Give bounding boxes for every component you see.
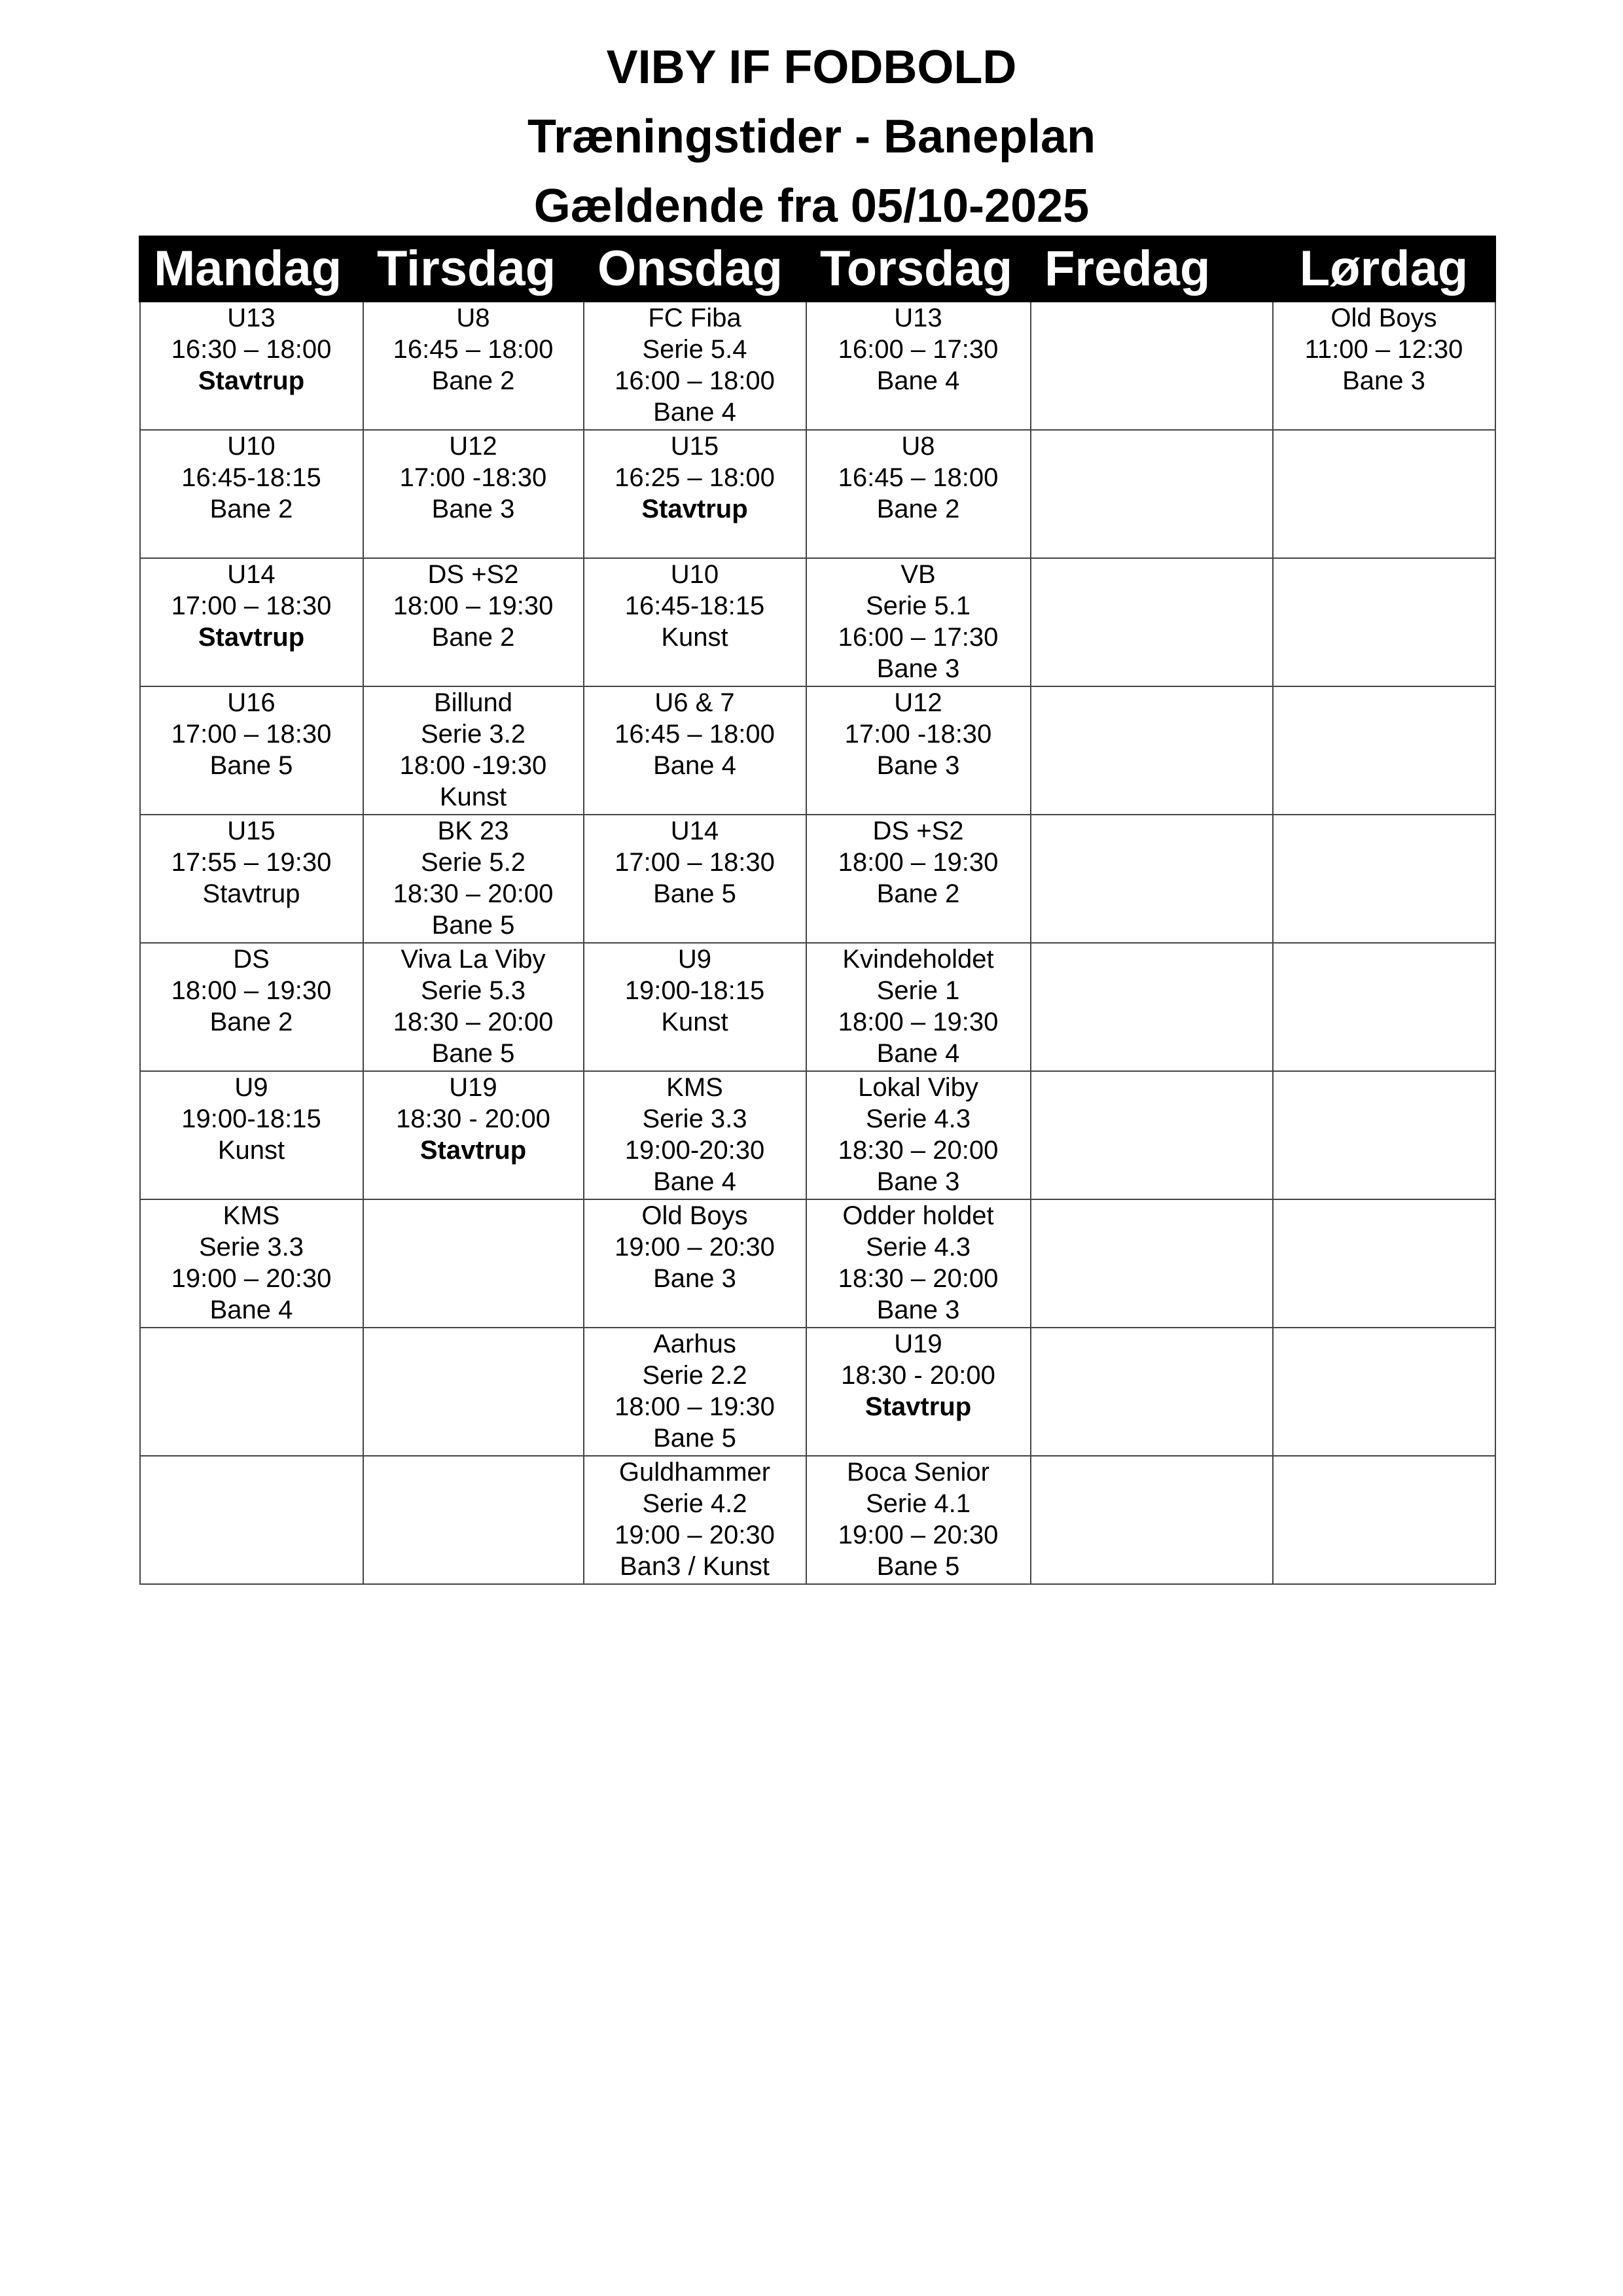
schedule-cell bbox=[363, 302, 584, 431]
schedule-line: 18:30 - 20:00 bbox=[396, 1104, 550, 1133]
team-name: U14 bbox=[227, 560, 276, 589]
schedule-line: Kunst bbox=[661, 623, 728, 652]
schedule-cell bbox=[140, 558, 363, 686]
schedule-cell bbox=[1273, 1071, 1495, 1199]
schedule-cell bbox=[1273, 1456, 1495, 1584]
schedule-line: Serie 4.1 bbox=[865, 1489, 971, 1518]
table-row bbox=[140, 302, 1495, 431]
schedule-line: 16:00 – 17:30 bbox=[838, 335, 999, 364]
schedule-line: Serie 4.3 bbox=[865, 1233, 971, 1262]
team-name: U12 bbox=[894, 688, 942, 717]
schedule-line: Bane 4 bbox=[876, 366, 960, 395]
schedule-line: Serie 3.2 bbox=[420, 720, 526, 749]
schedule-line: Bane 4 bbox=[876, 1039, 960, 1068]
schedule-line: Bane 3 bbox=[876, 751, 960, 780]
schedule-cell bbox=[363, 815, 584, 943]
schedule-cell bbox=[363, 558, 584, 686]
schedule-line: Serie 5.1 bbox=[865, 592, 971, 620]
team-name: Old Boys bbox=[1330, 304, 1437, 332]
schedule-line: 18:00 – 19:30 bbox=[838, 1008, 999, 1036]
day-header-tirsdag: Tirsdag bbox=[363, 237, 584, 302]
schedule-cell bbox=[140, 1071, 363, 1199]
team-name: Billund bbox=[433, 688, 513, 717]
schedule-cell bbox=[1031, 1456, 1273, 1584]
schedule-line: Bane 2 bbox=[876, 879, 960, 908]
schedule-line: Kunst bbox=[661, 1008, 728, 1036]
team-name: DS bbox=[233, 945, 270, 974]
schedule-line: Stavtrup bbox=[641, 495, 748, 523]
schedule-cell bbox=[584, 1071, 806, 1199]
schedule-line: Stavtrup bbox=[202, 879, 300, 908]
schedule-line: Bane 5 bbox=[431, 911, 515, 940]
schedule-line: Bane 5 bbox=[876, 1552, 960, 1581]
schedule-cell bbox=[140, 1456, 363, 1584]
schedule-line: Stavtrup bbox=[865, 1392, 972, 1421]
table-row bbox=[140, 430, 1495, 558]
schedule-cell bbox=[1273, 686, 1495, 815]
team-name: U8 bbox=[901, 432, 935, 461]
team-name: U12 bbox=[449, 432, 497, 461]
schedule-line: Bane 4 bbox=[653, 1167, 736, 1196]
schedule-line: Bane 2 bbox=[431, 366, 515, 395]
schedule-cell bbox=[584, 686, 806, 815]
schedule-cell bbox=[140, 1328, 363, 1456]
schedule-line: Bane 3 bbox=[431, 495, 515, 523]
schedule-line: 17:00 -18:30 bbox=[844, 720, 992, 749]
schedule-line: 19:00-18:15 bbox=[624, 976, 765, 1005]
schedule-line: 18:00 – 19:30 bbox=[615, 1392, 775, 1421]
schedule-cell bbox=[1273, 1328, 1495, 1456]
schedule-line: 16:00 – 17:30 bbox=[838, 623, 999, 652]
schedule-line: 16:45 – 18:00 bbox=[615, 720, 775, 749]
schedule-cell bbox=[1273, 1199, 1495, 1328]
schedule-cell bbox=[806, 430, 1031, 558]
schedule-cell bbox=[1031, 302, 1273, 431]
schedule-line: Bane 3 bbox=[1342, 366, 1425, 395]
team-name: Odder holdet bbox=[842, 1201, 994, 1230]
team-name: DS +S2 bbox=[427, 560, 519, 589]
schedule-line: Bane 3 bbox=[653, 1264, 736, 1293]
schedule-line: Kunst bbox=[439, 783, 507, 811]
team-name: U13 bbox=[894, 304, 942, 332]
schedule-line: 16:45 – 18:00 bbox=[393, 335, 554, 364]
day-header-lordag: Lørdag bbox=[1273, 237, 1495, 302]
schedule-line: Serie 1 bbox=[876, 976, 960, 1005]
schedule-cell bbox=[140, 943, 363, 1071]
schedule-line: 16:00 – 18:00 bbox=[615, 366, 775, 395]
schedule-line: Bane 4 bbox=[653, 398, 736, 427]
schedule-line: 19:00 – 20:30 bbox=[615, 1233, 775, 1262]
schedule-line: Stavtrup bbox=[419, 1136, 527, 1165]
table-row bbox=[140, 1328, 1495, 1456]
table-row bbox=[140, 1456, 1495, 1584]
schedule-cell bbox=[363, 1071, 584, 1199]
schedule-cell bbox=[140, 302, 363, 431]
team-name: U14 bbox=[670, 817, 719, 845]
schedule-line: Serie 3.3 bbox=[642, 1104, 747, 1133]
team-name: DS +S2 bbox=[872, 817, 964, 845]
table-row bbox=[140, 943, 1495, 1071]
schedule-cell bbox=[584, 302, 806, 431]
schedule-body bbox=[140, 302, 1495, 1585]
schedule-line: Bane 3 bbox=[876, 1296, 960, 1324]
team-name: U19 bbox=[894, 1330, 942, 1358]
schedule-line: Bane 2 bbox=[431, 623, 515, 652]
team-name: U13 bbox=[227, 304, 276, 332]
day-header-mandag: Mandag bbox=[140, 237, 363, 302]
schedule-line: 16:45-18:15 bbox=[181, 463, 321, 492]
schedule-line: Bane 2 bbox=[209, 495, 293, 523]
schedule-cell bbox=[363, 430, 584, 558]
schedule-line: 16:30 – 18:00 bbox=[171, 335, 332, 364]
schedule-cell bbox=[140, 430, 363, 558]
schedule-line: Bane 3 bbox=[876, 1167, 960, 1196]
schedule-cell bbox=[584, 1456, 806, 1584]
schedule-cell bbox=[806, 1199, 1031, 1328]
schedule-cell bbox=[1273, 302, 1495, 431]
document-subtitle: Træningstider - Baneplan bbox=[527, 111, 1096, 163]
schedule-line: Bane 4 bbox=[653, 751, 736, 780]
table-row bbox=[140, 815, 1495, 943]
team-name: U15 bbox=[670, 432, 719, 461]
team-name: Viva La Viby bbox=[401, 945, 546, 974]
schedule-cell bbox=[806, 1071, 1031, 1199]
table-row bbox=[140, 558, 1495, 686]
team-name: KMS bbox=[666, 1073, 723, 1102]
team-name: U10 bbox=[670, 560, 719, 589]
schedule-line: Serie 5.3 bbox=[420, 976, 526, 1005]
day-header-onsdag: Onsdag bbox=[584, 237, 806, 302]
schedule-cell bbox=[1273, 430, 1495, 558]
schedule-cell bbox=[806, 1328, 1031, 1456]
schedule-cell bbox=[584, 1199, 806, 1328]
schedule-cell bbox=[806, 686, 1031, 815]
table-row bbox=[140, 1071, 1495, 1199]
schedule-cell bbox=[1031, 1328, 1273, 1456]
schedule-line: Serie 4.3 bbox=[865, 1104, 971, 1133]
schedule-cell bbox=[363, 1456, 584, 1584]
schedule-line: 18:00 – 19:30 bbox=[393, 592, 554, 620]
schedule-line: 18:30 – 20:00 bbox=[393, 1008, 554, 1036]
schedule-line: Serie 2.2 bbox=[642, 1361, 747, 1390]
document-header bbox=[0, 33, 1623, 241]
schedule-line: 16:25 – 18:00 bbox=[615, 463, 775, 492]
team-name: U19 bbox=[449, 1073, 497, 1102]
schedule-line: 18:30 – 20:00 bbox=[838, 1136, 999, 1165]
team-name: KMS bbox=[223, 1201, 280, 1230]
table-row bbox=[140, 686, 1495, 815]
schedule-cell bbox=[806, 558, 1031, 686]
schedule-cell bbox=[806, 302, 1031, 431]
schedule-line: Bane 5 bbox=[653, 879, 736, 908]
schedule-line: Serie 4.2 bbox=[642, 1489, 747, 1518]
schedule-line: 19:00-20:30 bbox=[624, 1136, 765, 1165]
schedule-cell bbox=[363, 1199, 584, 1328]
team-name: U10 bbox=[227, 432, 276, 461]
day-header-fredag: Fredag bbox=[1031, 237, 1273, 302]
day-header-row bbox=[140, 237, 1495, 302]
schedule-line: 17:00 – 18:30 bbox=[615, 848, 775, 877]
schedule-line: 18:30 - 20:00 bbox=[841, 1361, 995, 1390]
schedule-cell bbox=[806, 943, 1031, 1071]
schedule-line: 19:00 – 20:30 bbox=[615, 1521, 775, 1549]
schedule-cell bbox=[1273, 943, 1495, 1071]
schedule-line: Serie 3.3 bbox=[198, 1233, 304, 1262]
schedule-cell bbox=[140, 815, 363, 943]
team-name: Aarhus bbox=[653, 1330, 736, 1358]
club-title: VIBY IF FODBOLD bbox=[606, 41, 1017, 94]
schedule-cell bbox=[1031, 430, 1273, 558]
schedule-line: 18:00 – 19:30 bbox=[838, 848, 999, 877]
team-name: Kvindeholdet bbox=[842, 945, 994, 974]
table-row bbox=[140, 1199, 1495, 1328]
schedule-line: 17:00 – 18:30 bbox=[171, 592, 332, 620]
schedule-cell bbox=[140, 1199, 363, 1328]
day-header-torsdag: Torsdag bbox=[806, 237, 1031, 302]
schedule-line: Serie 5.2 bbox=[420, 848, 526, 877]
schedule-line: Bane 2 bbox=[876, 495, 960, 523]
team-name: U8 bbox=[456, 304, 490, 332]
schedule-line: Bane 5 bbox=[209, 751, 293, 780]
schedule-line: Stavtrup bbox=[198, 623, 305, 652]
schedule-cell bbox=[806, 815, 1031, 943]
schedule-line: Bane 4 bbox=[209, 1296, 293, 1324]
schedule-cell bbox=[1273, 815, 1495, 943]
schedule-line: 18:00 – 19:30 bbox=[171, 976, 332, 1005]
schedule-cell bbox=[806, 1456, 1031, 1584]
schedule-line: 18:30 – 20:00 bbox=[393, 879, 554, 908]
team-name: BK 23 bbox=[437, 817, 509, 845]
team-name: Old Boys bbox=[641, 1201, 748, 1230]
schedule-cell bbox=[1273, 558, 1495, 686]
schedule-line: Bane 2 bbox=[209, 1008, 293, 1036]
schedule-line: Bane 5 bbox=[431, 1039, 515, 1068]
schedule-cell bbox=[1031, 1071, 1273, 1199]
schedule-cell bbox=[1031, 815, 1273, 943]
schedule-line: 17:00 -18:30 bbox=[399, 463, 547, 492]
schedule-line: 19:00 – 20:30 bbox=[838, 1521, 999, 1549]
schedule-line: Serie 5.4 bbox=[642, 335, 747, 364]
schedule-cell bbox=[140, 686, 363, 815]
team-name: Guldhammer bbox=[618, 1458, 771, 1487]
schedule-cell bbox=[584, 430, 806, 558]
schedule-cell bbox=[363, 943, 584, 1071]
schedule-line: 18:30 – 20:00 bbox=[838, 1264, 999, 1293]
schedule-line: 11:00 – 12:30 bbox=[1304, 335, 1463, 364]
schedule-line: 17:55 – 19:30 bbox=[171, 848, 332, 877]
team-name: Boca Senior bbox=[847, 1458, 990, 1487]
schedule-cell bbox=[584, 943, 806, 1071]
schedule-line: 16:45-18:15 bbox=[624, 592, 765, 620]
team-name: FC Fiba bbox=[648, 304, 741, 332]
schedule-cell bbox=[1031, 686, 1273, 815]
team-name: Lokal Viby bbox=[858, 1073, 978, 1102]
valid-from-date: Gældende fra 05/10-2025 bbox=[533, 180, 1090, 232]
schedule-line: 19:00-18:15 bbox=[181, 1104, 321, 1133]
schedule-cell bbox=[584, 558, 806, 686]
schedule-line: 17:00 – 18:30 bbox=[171, 720, 332, 749]
schedule-line: Bane 5 bbox=[653, 1424, 736, 1453]
schedule-cell bbox=[1031, 943, 1273, 1071]
schedule-cell bbox=[1031, 1199, 1273, 1328]
team-name: U16 bbox=[227, 688, 276, 717]
schedule-cell bbox=[1031, 558, 1273, 686]
team-name: U9 bbox=[234, 1073, 268, 1102]
schedule-line: Stavtrup bbox=[198, 366, 305, 395]
schedule-cell bbox=[363, 1328, 584, 1456]
schedule-line: 19:00 – 20:30 bbox=[171, 1264, 332, 1293]
schedule-cell bbox=[363, 686, 584, 815]
schedule-line: Kunst bbox=[217, 1136, 285, 1165]
team-name: U6 & 7 bbox=[654, 688, 735, 717]
schedule-line: 18:00 -19:30 bbox=[399, 751, 547, 780]
schedule-line: Bane 3 bbox=[876, 654, 960, 683]
schedule-line: 16:45 – 18:00 bbox=[838, 463, 999, 492]
team-name: U9 bbox=[677, 945, 712, 974]
schedule-cell bbox=[584, 1328, 806, 1456]
schedule-line: Ban3 / Kunst bbox=[619, 1552, 770, 1581]
team-name: U15 bbox=[227, 817, 276, 845]
schedule-cell bbox=[584, 815, 806, 943]
team-name: VB bbox=[901, 560, 936, 589]
training-schedule-table bbox=[139, 236, 1496, 1585]
